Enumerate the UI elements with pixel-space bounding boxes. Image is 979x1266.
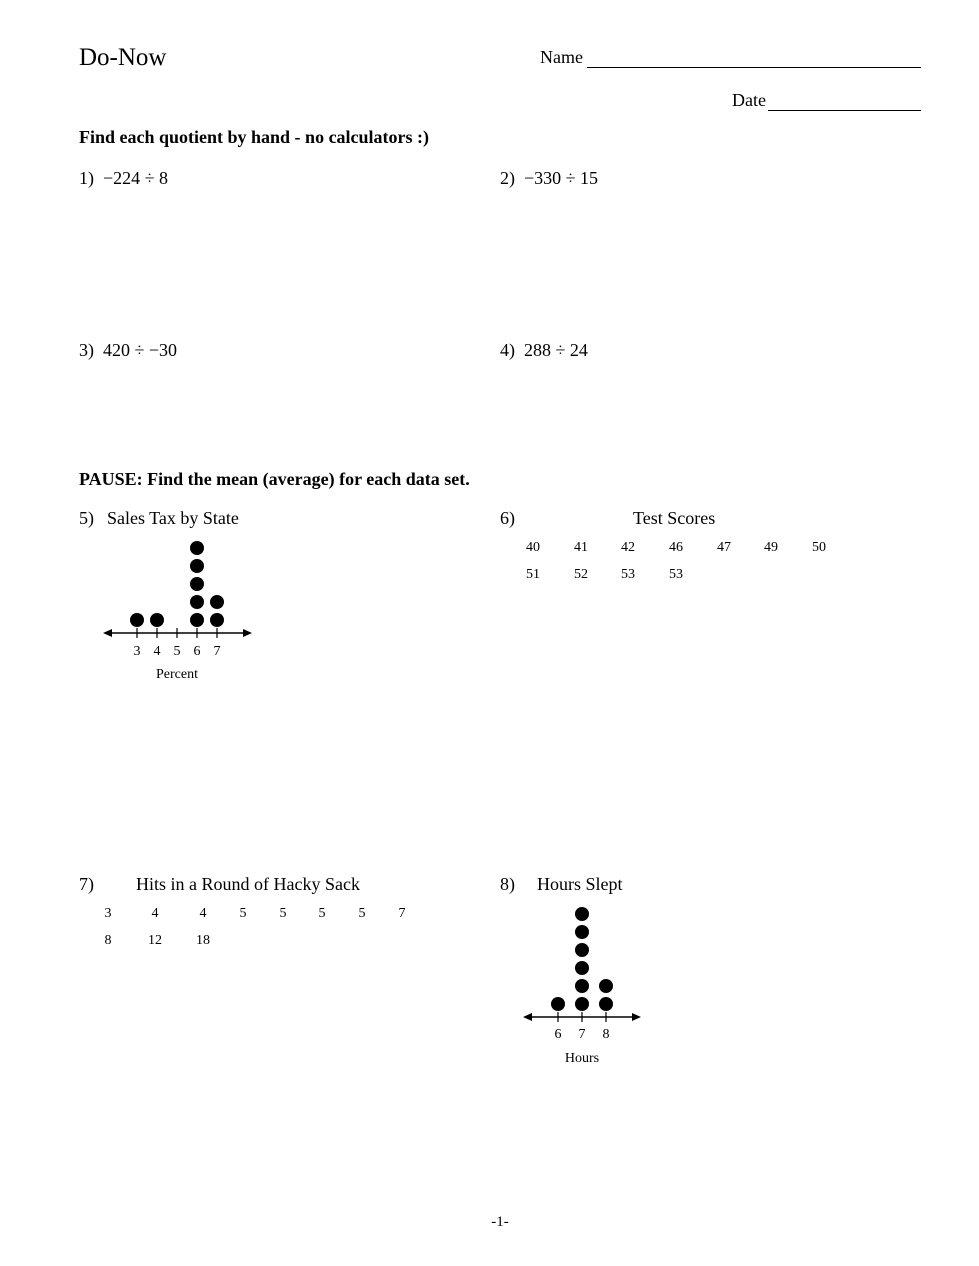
test-score-value: 53: [621, 567, 635, 582]
hacky-sack-hits-value: 5: [279, 906, 287, 921]
date-label: Date: [732, 90, 766, 110]
hacky-sack-hits-value: 7: [398, 906, 406, 921]
tick-label: 5: [173, 644, 181, 659]
problem-8-number: 8): [500, 874, 515, 894]
data-dot: [575, 961, 589, 975]
test-score-value: 49: [764, 540, 778, 555]
problem-5-title: Sales Tax by State: [107, 508, 239, 528]
test-score-value: 53: [669, 567, 683, 582]
problem-6-number: 6): [500, 508, 515, 528]
data-dot: [599, 979, 613, 993]
problem-2-expression: −330 ÷ 15: [524, 168, 599, 188]
name-label: Name: [540, 47, 583, 67]
test-score-value: 52: [574, 567, 588, 582]
test-score-value: 50: [812, 540, 826, 555]
test-score-value: 47: [717, 540, 731, 555]
data-dot: [575, 907, 589, 921]
tick-label: 4: [153, 644, 161, 659]
tick-label: 7: [578, 1027, 586, 1042]
hacky-sack-hits-value: 4: [151, 906, 159, 921]
page-number: -1-: [491, 1214, 509, 1230]
hacky-sack-hits-value: 12: [148, 933, 162, 948]
problem-2-number: 2): [500, 168, 515, 188]
tick-label: 3: [133, 644, 141, 659]
data-dot: [551, 997, 565, 1011]
hacky-sack-hits-value: 5: [239, 906, 247, 921]
problem-3-expression: 420 ÷ −30: [103, 340, 178, 360]
hacky-sack-hits-value: 8: [104, 933, 112, 948]
tick-label: 7: [213, 644, 221, 659]
hacky-sack-hits-value: 3: [104, 906, 112, 921]
problem-6-title: Test Scores: [633, 508, 716, 528]
tick-label: 6: [554, 1027, 562, 1042]
problem-7-number: 7): [79, 874, 94, 894]
tick-label: 6: [193, 644, 201, 659]
section-2-instruction: PAUSE: Find the mean (average) for each data set.: [79, 469, 470, 489]
problem-7-title: Hits in a Round of Hacky Sack: [136, 874, 360, 894]
problem-5-number: 5): [79, 508, 94, 528]
axis-arrow-left: [523, 1013, 532, 1021]
data-dot: [575, 943, 589, 957]
data-dot: [575, 925, 589, 939]
test-score-value: 51: [526, 567, 540, 582]
tick-label: 8: [602, 1027, 610, 1042]
hacky-sack-hits-value: 5: [318, 906, 326, 921]
problem-1-expression: −224 ÷ 8: [103, 168, 169, 188]
hacky-sack-hits-value: 4: [199, 906, 207, 921]
axis-label: Hours: [564, 1051, 600, 1066]
test-score-value: 42: [621, 540, 635, 555]
hacky-sack-hits-value: 5: [358, 906, 366, 921]
page-title: Do-Now: [79, 44, 167, 71]
problem-8-title: Hours Slept: [537, 874, 623, 894]
section-1-instruction: Find each quotient by hand - no calculators :): [79, 127, 430, 147]
hacky-sack-hits-value: 18: [196, 933, 210, 948]
problem-4-number: 4): [500, 340, 515, 360]
axis-arrow-right: [632, 1013, 641, 1021]
test-score-value: 46: [669, 540, 683, 555]
problem-4-expression: 288 ÷ 24: [524, 340, 588, 360]
problem-1-number: 1): [79, 168, 94, 188]
problem-3-number: 3): [79, 340, 94, 360]
test-score-value: 40: [526, 540, 540, 555]
test-score-value: 41: [574, 540, 588, 555]
data-dot: [575, 997, 589, 1011]
data-dot: [575, 979, 589, 993]
data-dot: [599, 997, 613, 1011]
axis-label: Percent: [156, 667, 198, 682]
